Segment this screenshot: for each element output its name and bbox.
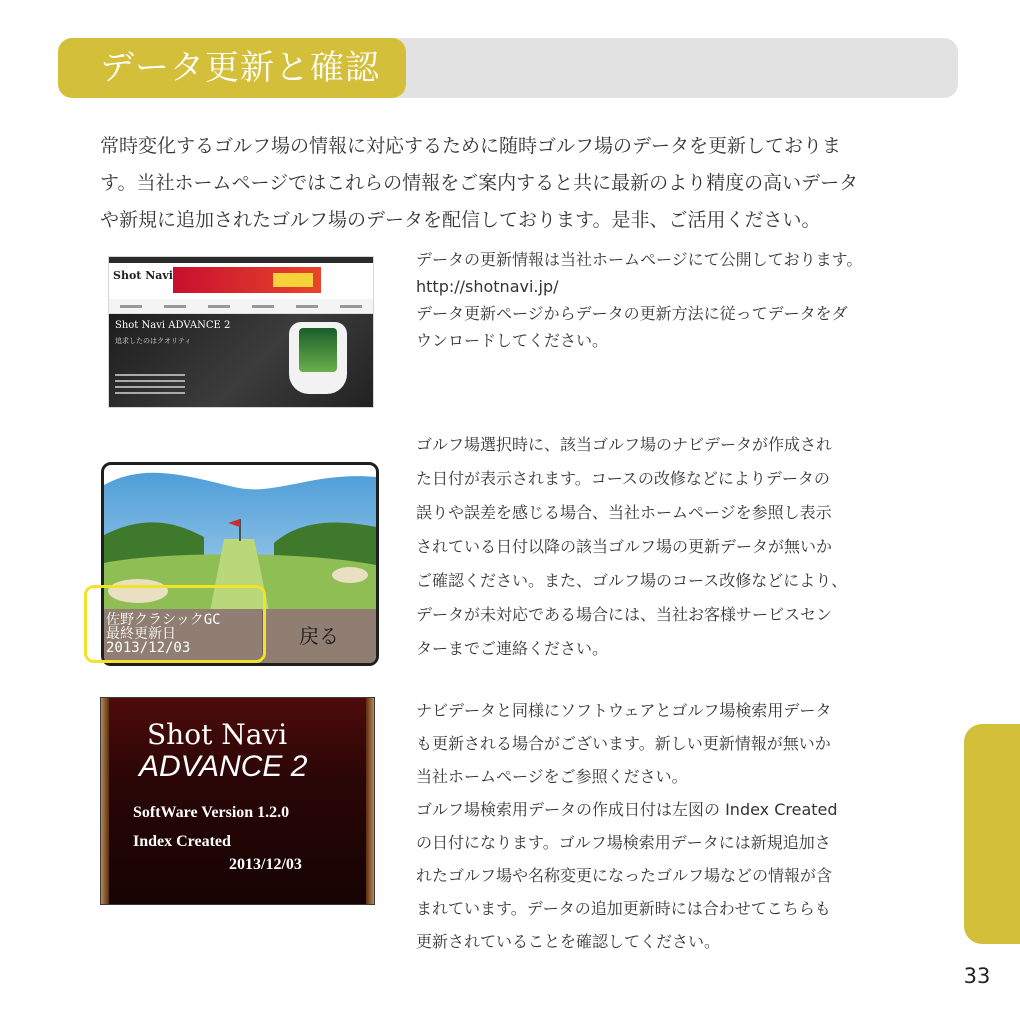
date-highlight-frame [84,585,266,663]
website-header [109,263,373,299]
website-feature-line [115,380,185,382]
website-nav-item [164,305,186,308]
section3-line: も更新される場合がございます。新しい更新情報が無いか [416,734,831,753]
section3-text [416,694,920,958]
website-nav-item [252,305,274,308]
back-button[interactable]: 戻る [262,611,374,661]
last-updated-label: 最終更新日 [106,626,176,642]
intro-line: す。当社ホームページではこれらの情報をご案内すると共に最新のより精度の高いデータ [100,172,859,194]
section3-line: 更新されていることを確認してください。 [416,932,721,951]
index-created-date: 2013/12/03 [229,856,302,873]
software-version: SoftWare Version 1.2.0 [133,804,290,821]
section1-line: データの更新情報は当社ホームページにて公開しております。 [416,250,863,269]
section1-line: ウンロードしてください。 [416,331,609,350]
intro-line: や新規に追加されたゴルフ場のデータを配信しております。是非、ご活用ください。 [100,209,821,231]
website-feature-line [115,374,185,376]
website-hero [109,314,373,408]
website-feature-list [115,374,185,398]
website-feature-line [115,386,185,388]
device-splash-screen [100,697,375,905]
index-created-label: Index Created [133,833,231,850]
splash-border-right [366,698,374,904]
page-number: 33 [963,964,991,988]
last-updated-date: 2013/12/03 [106,640,191,656]
section3-line: の日付になります。ゴルフ場検索用データには新規追加さ [416,833,831,852]
splash-border-left [101,698,109,904]
website-screenshot [108,256,374,408]
section3-line: れたゴルフ場や名称変更になったゴルフ場などの情報が含 [416,866,833,885]
splash-brand: Shot Navi [147,718,288,751]
website-hero-title: Shot Navi ADVANCE 2 [115,320,231,331]
section3-line: まれています。データの追加更新時には合わせてこちらも [416,899,831,918]
chapter-side-tab [964,724,1020,944]
device-screen [299,328,337,372]
intro-paragraph [100,128,950,239]
website-banner-badge [273,273,313,287]
section3-line: 当社ホームページをご参照ください。 [416,767,688,786]
intro-line: 常時変化するゴルフ場の情報に対応するために随時ゴルフ場のデータを更新しておりま [100,135,842,157]
website-url: http://shotnavi.jp/ [416,277,559,296]
section2-line: た日付が表示されます。コースの改修などによりデータの [416,469,830,488]
website-nav [109,299,373,314]
section2-line: ターまでご連絡ください。 [416,639,609,658]
section2-line: 誤りや誤差を感じる場合、当社ホームページを参照し表示 [416,503,832,522]
website-hero-subtitle: 追求したのはクオリティ [115,337,192,345]
section2-line: ご確認ください。また、ゴルフ場のコース改修などにより、 [416,571,848,590]
website-feature-line [115,392,185,394]
splash-model: ADVANCE 2 [139,750,308,783]
section1-line: データ更新ページからデータの更新方法に従ってデータをダ [416,304,848,323]
website-nav-item [340,305,362,308]
website-nav-item [296,305,318,308]
website-nav-item [208,305,230,308]
section2-text [416,428,920,666]
section3-line: ゴルフ場検索用データの作成日付は左図の Index Created [416,800,838,819]
golf-course-name: 佐野クラシックGC [106,612,221,628]
section2-line: ゴルフ場選択時に、該当ゴルフ場のナビデータが作成され [416,435,833,454]
website-logo: Shot Navi [113,269,173,282]
website-banner [173,267,321,293]
section3-line: ナビデータと同様にソフトウェアとゴルフ場検索用データ [416,701,832,720]
section2-line: データが未対応である場合には、当社お客様サービスセン [416,605,833,624]
website-nav-item [120,305,142,308]
page-title: データ更新と確認 [100,48,380,88]
section2-line: されている日付以降の該当ゴルフ場の更新データが無いか [416,537,833,556]
section1-text [416,246,920,354]
